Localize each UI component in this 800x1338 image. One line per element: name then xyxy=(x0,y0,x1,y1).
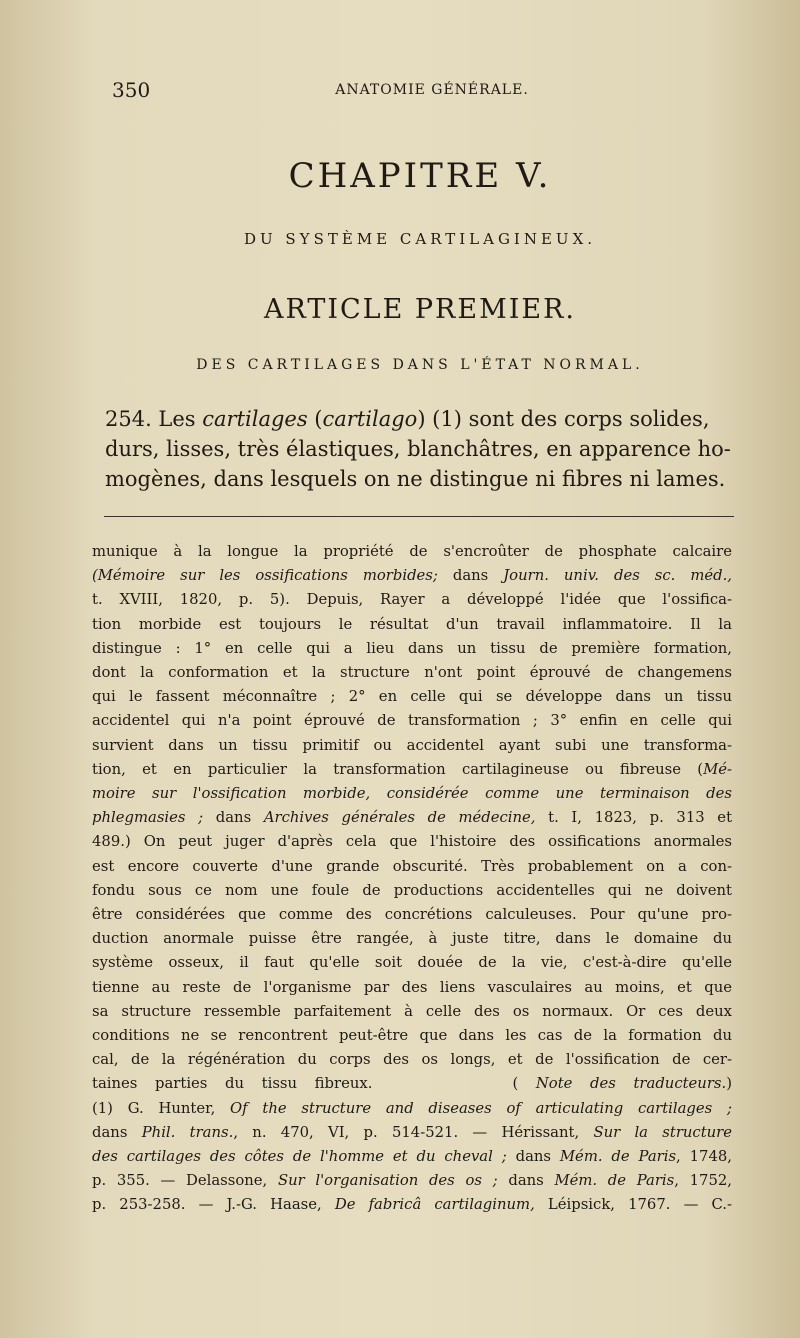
footnote-line: dont la conformation et la structure n'ont point éprouvé de changemens xyxy=(92,664,732,682)
footnote-line: (1) G. Hunter, Of the structure and diseases of articulating cartilages ; xyxy=(92,1099,732,1117)
footnote-line: taines parties du tissu fibreux. ( Note des traducteurs.) xyxy=(92,1075,732,1093)
footnote-line: moire sur l'ossification morbide, considérée comme une terminaison des xyxy=(92,785,732,803)
system-title: DU SYSTÈME CARTILAGINEUX. xyxy=(243,230,597,248)
footnote-line: distingue : 1° en celle qui a lieu dans un tissu de première formation, xyxy=(92,639,732,657)
footnote-line: p. 253-258. — J.-G. Haase, De fabricâ cartilaginum, Léipsick, 1767. — C.- xyxy=(92,1196,732,1214)
footnote-line: des cartilages des côtes de l'homme et du cheval ; dans Mém. de Paris, 1748, xyxy=(92,1148,732,1166)
footnote-line: dans Phil. trans., n. 470, VI, p. 514-521. — Hérissant, Sur la structure xyxy=(92,1123,733,1141)
running-title: ANATOMIE GÉNÉRALE. xyxy=(335,82,529,98)
footnote-line: duction anormale puisse être rangée, à juste titre, dans le domaine du xyxy=(92,930,732,948)
footnotes xyxy=(92,540,732,1218)
footnote-line: tion, et en particulier la transformation cartilagineuse ou fibreuse (Mé- xyxy=(92,760,732,778)
paragraph-254 xyxy=(105,404,737,494)
footnote-line: être considérées que comme des concrétions calculeuses. Pour qu'une pro- xyxy=(92,906,732,924)
section-title: DES CARTILAGES DANS L'ÉTAT NORMAL. xyxy=(196,357,644,373)
footnote-line: 489.) On peut juger d'après cela que l'histoire des ossifications anormales xyxy=(92,833,732,851)
footnote-line: est encore couverte d'une grande obscurité. Très probablement on a con- xyxy=(92,857,732,875)
footnote-line: phlegmasies ; dans Archives générales de médecine, t. I, 1823, p. 313 et xyxy=(92,809,733,827)
footnote-line: cal, de la régénération du corps des os longs, et de l'ossification de cer- xyxy=(92,1051,732,1069)
footnote-line: p. 355. — Delassone, Sur l'organisation des os ; dans Mém. de Paris, 1752, xyxy=(92,1172,733,1190)
footnote-line: accidentel qui n'a point éprouvé de transformation ; 3° enfin en celle qui xyxy=(92,712,732,730)
footnote-line: (Mémoire sur les ossifications morbides; dans Journ. univ. des sc. méd., xyxy=(92,567,732,585)
paragraph-line: mogènes, dans lesquels on ne distingue ni fibres ni lames. xyxy=(105,467,726,491)
footnote-line: munique à la longue la propriété de s'encroûter de phosphate calcaire xyxy=(92,543,732,560)
paragraph-line: durs, lisses, très élastiques, blanchâtres, en apparence ho- xyxy=(105,437,731,461)
footnote-line: qui le fassent méconnaître ; 2° en celle qui se développe dans un tissu xyxy=(92,688,732,706)
page-number: 350 xyxy=(112,78,151,102)
footnote-line: fondu sous ce nom une foule de productions accidentelles qui ne doivent xyxy=(92,881,732,899)
footnote-line: survient dans un tissu primitif ou accidentel ayant subi une transforma- xyxy=(92,736,732,754)
footnote-divider xyxy=(104,516,734,517)
paragraph-line: 254. Les cartilages (cartilago) (1) sont des corps solides, xyxy=(105,407,710,431)
footnote-line: tienne au reste de l'organisme par des liens vasculaires au moins, et que xyxy=(92,978,732,996)
chapter-title: CHAPITRE V. xyxy=(288,156,552,196)
page-header xyxy=(112,78,732,102)
footnote-line: sa structure ressemble parfaitement à celle des os normaux. Or ces deux xyxy=(92,1002,732,1020)
footnote-line: système osseux, il faut qu'elle soit douée de la vie, c'est-à-dire qu'elle xyxy=(92,954,732,972)
article-title: ARTICLE PREMIER. xyxy=(263,294,577,325)
footnote-line: t. XVIII, 1820, p. 5). Depuis, Rayer a développé l'idée que l'ossifica- xyxy=(92,591,732,609)
footnote-line: tion morbide est toujours le résultat d'un travail inflammatoire. Il la xyxy=(92,615,732,633)
footnote-line: conditions ne se rencontrent peut-être que dans les cas de la formation du xyxy=(92,1027,732,1045)
